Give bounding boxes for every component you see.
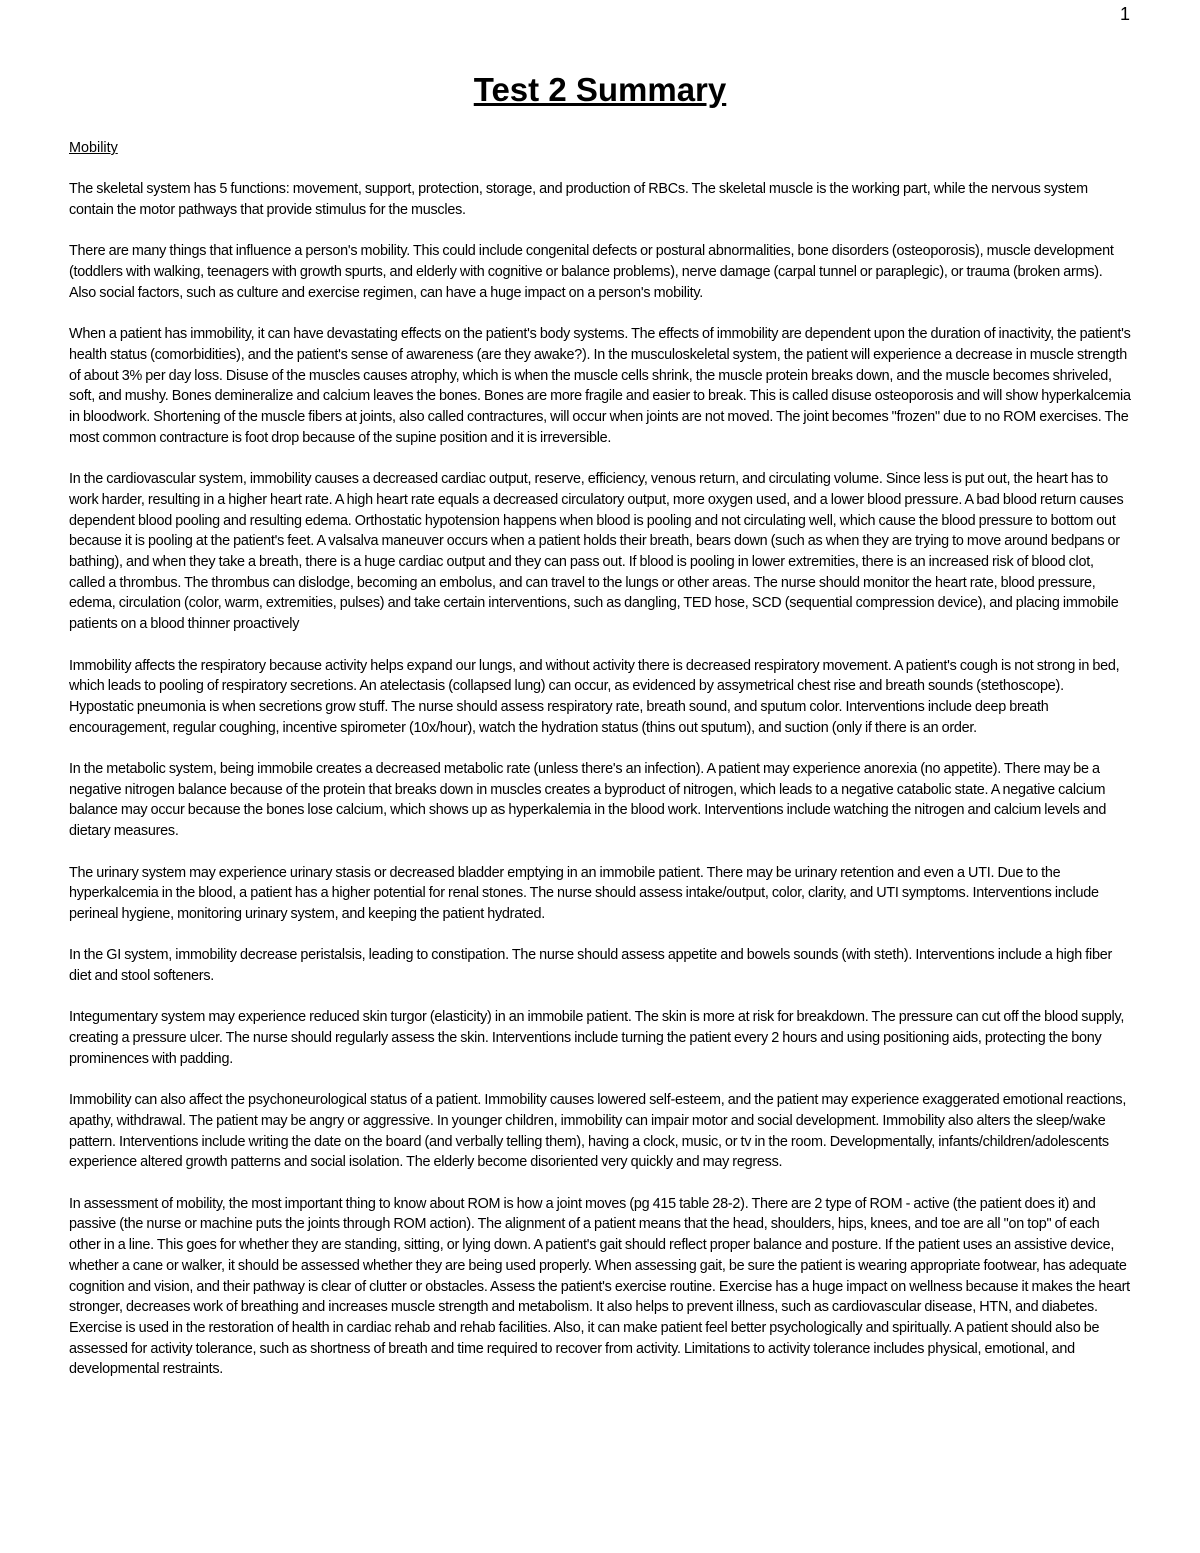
document-body <box>69 70 1131 1401</box>
paragraph-psychoneurological: Immobility can also affect the psychoneurological status of a patient. Immobility causes lowered self-esteem, and the patient may experience exaggerated emotional reactions, apathy, withdrawal. The patient may be angry or aggressive. In younger children, immobility can impair motor and social development. Immobility also alters the sleep/wake pattern. Interventions include writing the date on the board (and verbally telling them), having a clock, music, or tv in the room. Developmentally, infants/children/adolescents experience altered growth patterns and social isolation. The elderly become disoriented very quickly and may regress. <box>69 1092 1127 1171</box>
paragraph-mobility-influences: There are many things that influence a person's mobility. This could include congenital defects or postural abnormalities, bone disorders (osteoporosis), muscle development (toddlers with walking, teenagers with growth spurts, and elderly with cognitive or balance problems), nerve damage (carpal tunnel or paraplegic), or trauma (broken arms). Also social factors, such as culture and exercise regimen, can have a huge impact on a person's mobility. <box>69 243 1114 301</box>
paragraph-skeletal-functions: The skeletal system has 5 functions: movement, support, protection, storage, and production of RBCs. The skeletal muscle is the working part, while the nervous system contain the motor pathways that provide stimulus for the muscles. <box>69 181 1088 219</box>
paragraph-musculoskeletal: When a patient has immobility, it can have devastating effects on the patient's body systems. The effects of immobility are dependent upon the duration of inactivity, the patient's health status (comorbidities), and the patient's sense of awareness (are they awake?). In the musculoskeletal system, the patient will experience a decrease in muscle strength of about 3% per day loss. Disuse of the muscles causes atrophy, which is when the muscle cells shrink, the muscle protein breaks down, and the muscle becomes shriveled, soft, and mushy. Bones demineralize and calcium leaves the bones. Bones are more fragile and easier to break. This is called disuse osteoporosis and will show hyperkalcemia in bloodwork. Shortening of the muscle fibers at joints, also called contractures, will occur when joints are not moved. The joint becomes "frozen" due to no ROM exercises. The most common contracture is foot drop because of the supine position and it is irreversible. <box>69 326 1131 446</box>
paragraph-urinary: The urinary system may experience urinary stasis or decreased bladder emptying in an immobile patient. There may be urinary retention and even a UTI. Due to the hyperkalcemia in the blood, a patient has a higher potential for renal stones. The nurse should assess intake/output, color, clarity, and UTI symptoms. Interventions include perineal hygiene, monitoring urinary system, and keeping the patient hydrated. <box>69 864 1099 922</box>
page-number: 1 <box>1119 4 1130 24</box>
paragraph-integumentary: Integumentary system may experience reduced skin turgor (elasticity) in an immobile patient. The skin is more at risk for breakdown. The pressure can cut off the blood supply, creating a pressure ulcer. The nurse should regularly assess the skin. Interventions include turning the patient every 2 hours and using positioning aids, protecting the bony prominences with padding. <box>69 1009 1125 1067</box>
section-heading-mobility: Mobility <box>69 140 118 156</box>
paragraph-cardiovascular: In the cardiovascular system, immobility causes a decreased cardiac output, reserve, efficiency, venous return, and circulating volume. Since less is put out, the heart has to work harder, resulting in a higher heart rate. A high heart rate equals a decreased circulatory output, more oxygen used, and a lower blood pressure. A bad blood return causes dependent blood pooling and resulting edema. Orthostatic hypotension happens when blood is pooling and not circulating well, which cause the blood pressure to bottom out because it is pooling at the patient's feet. A valsalva maneuver occurs when a patient holds their breath, bears down (such as when they are trying to move around bedpans or bathing), and when they take a breath, there is a huge cardiac output and they can pass out. If blood is pooling in lower extremities, there is an increased risk of blood clot, called a thrombus. The thrombus can dislodge, becoming an embolus, and can travel to the lungs or other areas. The nurse should monitor the heart rate, blood pressure, edema, circulation (color, warm, extremities, pulses) and take certain interventions, such as dangling, TED hose, SCD (sequential compression device), and placing immobile patients on a blood thinner proactively <box>69 471 1124 633</box>
document-title: Test 2 Summary <box>473 71 727 108</box>
paragraph-gi: In the GI system, immobility decrease peristalsis, leading to constipation. The nurse should assess appetite and bowels sounds (with steth). Interventions include a high fiber diet and stool softeners. <box>69 947 1113 984</box>
paragraph-respiratory: Immobility affects the respiratory because activity helps expand our lungs, and without activity there is decreased respiratory movement. A patient's cough is not strong in bed, which leads to pooling of respiratory secretions. An atelectasis (collapsed lung) can occur, as evidenced by assymetrical chest rise and breath sounds (stethoscope). Hypostatic pneumonia is when secretions grow stuff. The nurse should assess respiratory rate, breath sound, and sputum color. Interventions include deep breath encouragement, regular coughing, incentive spirometer (10x/hour), watch the hydration status (thins out sputum), and suction (only if there is an order. <box>69 657 1120 736</box>
paragraph-metabolic: In the metabolic system, being immobile creates a decreased metabolic rate (unless there's an infection). A patient may experience anorexia (no appetite). There may be a negative nitrogen balance because of the protein that breaks down in muscles creates a byproduct of nitrogen, which leads to a negative catabolic state. A negative calcium balance may occur because the bones lose calcium, which shows up as hyperkalemia in the blood work. Interventions include watching the nitrogen and calcium levels and dietary measures. <box>69 761 1107 840</box>
paragraph-mobility-assessment: In assessment of mobility, the most important thing to know about ROM is how a joint moves (pg 415 table 28-2). There are 2 type of ROM - active (the patient does it) and passive (the nurse or machine puts the joints through ROM action). The alignment of a patient means that the head, shoulders, hips, knees, and toe are all "on top" of each other in a line. This goes for whether they are standing, sitting, or lying down. A patient's gait should reflect proper balance and posture. If the patient uses an assistive device, whether a cane or walker, it should be assessed whether they are being used properly. When assessing gait, be sure the patient is wearing appropriate footwear, has adequate cognition and vision, and their pathway is clear of clutter or obstacles. Assess the patient's exercise routine. Exercise has a huge impact on wellness because it makes the heart stronger, decreases work of breathing and increases muscle strength and metabolism. It also helps to prevent illness, such as cardiovascular disease, HTN, and diabetes. Exercise is used in the restoration of health in cardiac rehab and rehab facilities. Also, it can make patient feel better psychologically and spiritually. A patient should also be assessed for activity tolerance, such as shortness of breath and time required to recover from activity. Limitations to activity tolerance includes physical, emotional, and developmental restraints. <box>69 1195 1130 1378</box>
